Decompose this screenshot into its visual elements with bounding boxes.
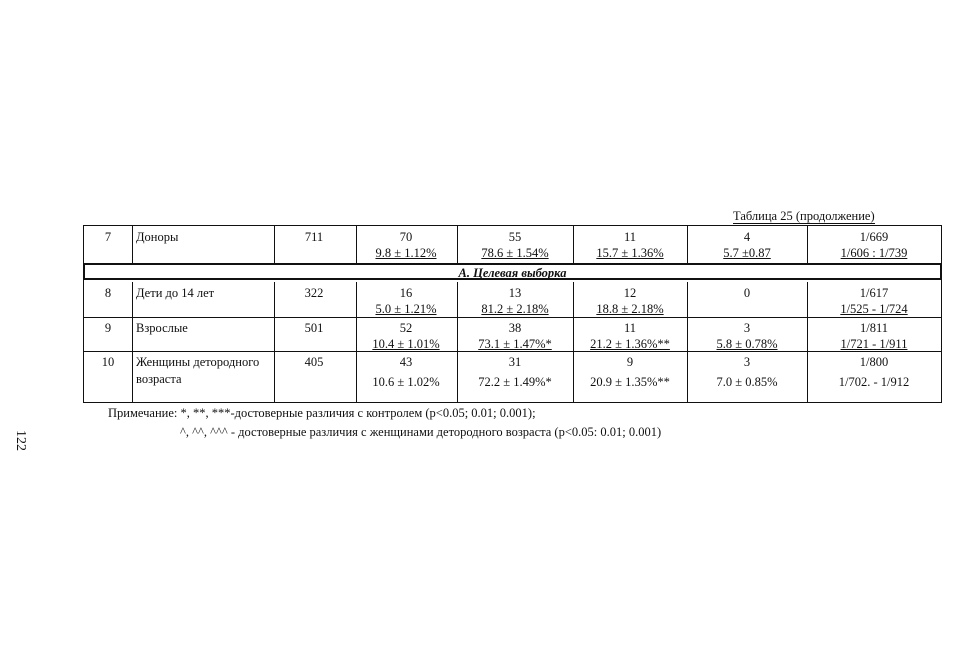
cell-col5: 1/669 1/606 : 1/739 [840, 230, 908, 260]
column-divider [687, 226, 688, 263]
footnote-control: Примечание: *, **, ***-достоверные различия с контролем (p<0.05; 0.01; 0.001); [108, 406, 536, 420]
cell-col3: 11 21.2 ± 1.36%** [590, 321, 670, 351]
cell-col4: 4 5.7 ±0.87 [723, 230, 771, 260]
section-label: А. Целевая выборка [83, 263, 942, 280]
column-divider [274, 226, 275, 263]
column-divider [356, 282, 357, 402]
table-caption: Таблица 25 (продолжение) [733, 209, 875, 223]
table-row [84, 317, 941, 351]
cell-col2: 38 73.1 ± 1.47%* [478, 321, 552, 351]
cell-col3: 9 20.9 ± 1.35%** [590, 355, 670, 389]
data-table [83, 225, 942, 403]
row-number: 8 [104, 286, 112, 300]
cell-col5: 1/617 1/525 - 1/724 [840, 286, 908, 316]
column-divider [132, 226, 133, 263]
table-row [84, 226, 941, 263]
cell-col4: 3 5.8 ± 0.78% [716, 321, 778, 351]
cell-col4: 3 7.0 ± 0.85% [716, 355, 778, 389]
column-divider [457, 282, 458, 402]
cell-col1: 43 10.6 ± 1.02% [372, 355, 440, 389]
cell-col1: 70 9.8 ± 1.12% [375, 230, 437, 260]
row-number: 10 [101, 355, 115, 369]
cell-col4: 0 [743, 286, 751, 300]
table-row [84, 351, 941, 402]
row-name: Доноры [136, 230, 179, 244]
column-divider [274, 282, 275, 402]
row-number: 7 [104, 230, 112, 244]
cell-col3: 11 15.7 ± 1.36% [596, 230, 664, 260]
cell-col1: 16 5.0 ± 1.21% [375, 286, 437, 316]
row-name: Дети до 14 лет [136, 286, 215, 300]
column-divider [807, 226, 808, 263]
row-total: 501 [304, 321, 324, 335]
column-divider [573, 226, 574, 263]
column-divider [132, 282, 133, 402]
cell-col1: 52 10.4 ± 1.01% [372, 321, 440, 351]
cell-col5: 1/800 1/702. - 1/912 [838, 355, 910, 389]
cell-col2: 13 81.2 ± 2.18% [481, 286, 549, 316]
column-divider [356, 226, 357, 263]
cell-col5: 1/811 1/721 - 1/911 [840, 321, 908, 351]
column-divider [457, 226, 458, 263]
footnote-women: ^, ^^, ^^^ - достоверные различия с женщинами детородного возраста (p<0.05: 0.01; 0.001) [180, 425, 662, 439]
column-divider [573, 282, 574, 402]
row-number: 9 [104, 321, 112, 335]
row-total: 405 [304, 355, 324, 369]
row-name: Взрослые [136, 321, 188, 335]
column-divider [687, 282, 688, 402]
row-total: 711 [304, 230, 324, 244]
cell-col3: 12 18.8 ± 2.18% [596, 286, 664, 316]
column-divider [807, 282, 808, 402]
cell-col2: 55 78.6 ± 1.54% [481, 230, 549, 260]
page-number: 122 [13, 430, 28, 451]
table-row [84, 282, 941, 316]
cell-col2: 31 72.2 ± 1.49%* [478, 355, 552, 389]
row-name: Женщины детородного возраста [136, 355, 260, 386]
row-total: 322 [304, 286, 324, 300]
